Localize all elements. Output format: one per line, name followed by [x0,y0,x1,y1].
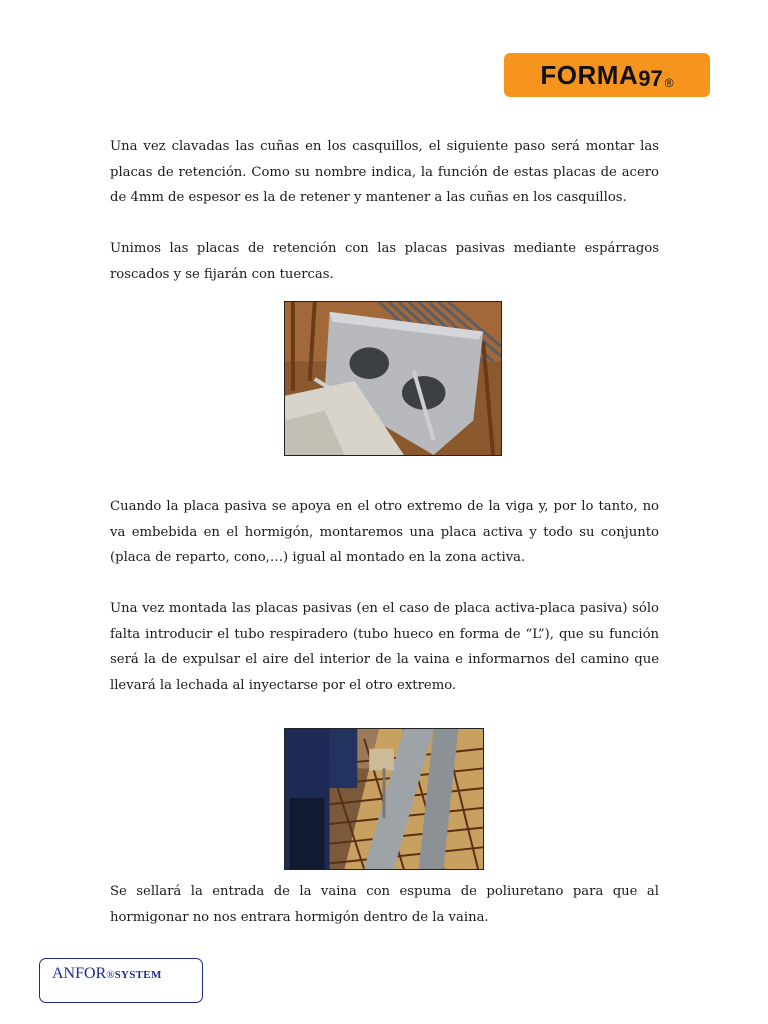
paragraph-retention-plates: Una vez clavadas las cuñas en los casquillos, el siguiente paso será montar las placas de retención. Como su nombre indica, la función de estas placas de acero de 4mm de espesor es la de retener y mantener a las cuñas en los casquillos. [110,139,659,206]
retention-plate-photo [284,301,502,456]
paragraph-passive-plate: Cuando la placa pasiva se apoya en el otro extremo de la viga y, por lo tanto, no va embebida en el hormigón, montaremos una placa activa y todo su conjunto (placa de reparto, cono,…) igual al montado en la zona activa. [110,499,659,566]
paragraph-breather-tube: Una vez montada las placas pasivas (en el caso de placa activa-placa pasiva) sólo falta introducir el tubo respiradero (tubo hueco en forma de “L”), que su función será la de expulsar el aire del interior de la vaina e informarnos del camino que llevará la lechada al inyectarse por el otro extremo. [110,601,659,693]
logo-text: FORMA [540,59,639,90]
paragraph-polyurethane-seal: Se sellará la entrada de la vaina con espuma de poliuretano para que al hormigonar no nos entrara hormigón dentro de la vaina. [110,884,659,925]
retention-plate-image [285,302,501,455]
forma97-logo [504,53,710,97]
sheath-installation-photo [284,728,484,870]
footer-brand: ANFOR [52,965,107,982]
footer-system: SYSTEM [114,969,162,981]
footer-registered-mark: ® [106,969,115,981]
anfor-system-logo [39,958,203,1003]
sheath-installation-image [285,729,483,869]
logo-number: 97 [638,66,663,91]
paragraph-threaded-rods: Unimos las placas de retención con las placas pasivas mediante espárragos roscados y se fijarán con tuercas. [110,241,659,282]
logo-registered-mark: ® [664,76,674,90]
